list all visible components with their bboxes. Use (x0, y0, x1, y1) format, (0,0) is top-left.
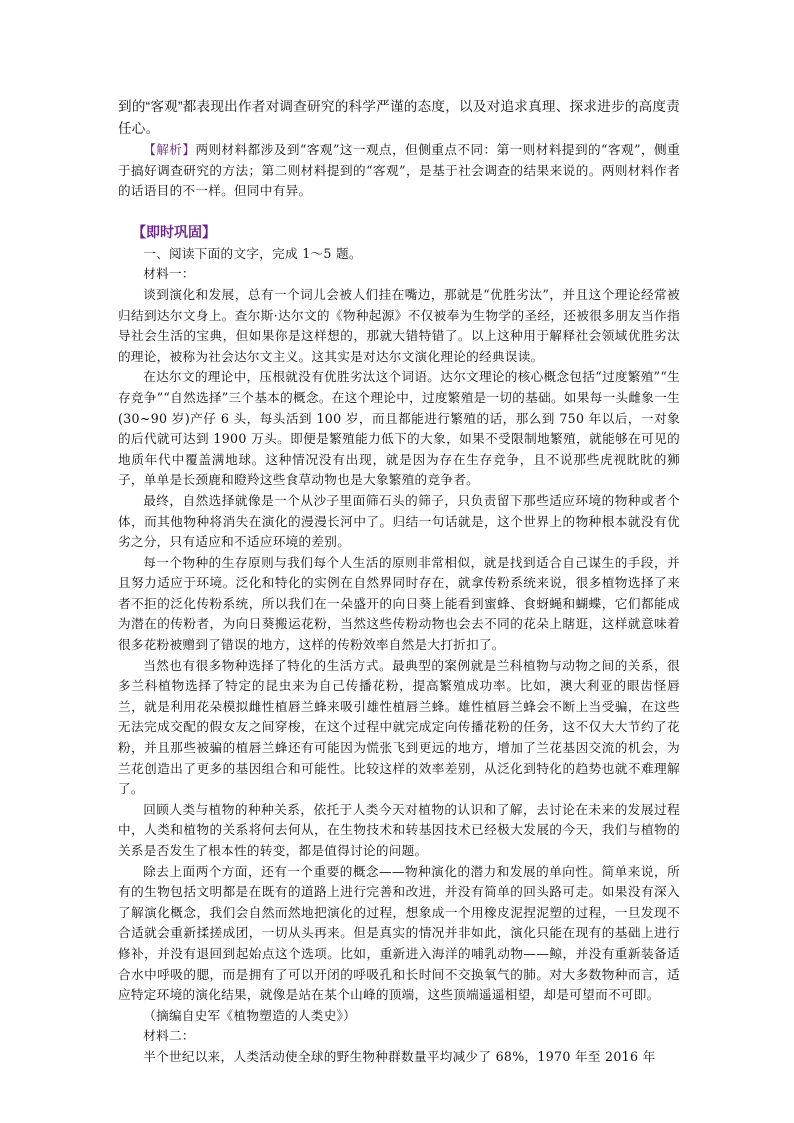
body-paragraph: 当然也有很多物种选择了特化的生活方式。最典型的案例就是兰科植物与动物之间的关系，很多兰科植物选择了特定的昆虫来为自己传播花粉，提高繁殖成功率。比如，澳大利亚的眼齿怪唇兰，就是利用花朵模拟雌性植唇兰蜂来吸引雄性植唇兰蜂。雄性植唇兰蜂会不断上当受骗，在这些无法完成交配的假女友之间穿梭，在这个过程中就完成定向传播花粉的任务，这不仅大大节约了花粉，并且那些被骗的植唇兰蜂还有可能因为慌张飞到更远的地方，增加了兰花基因交流的机会，为兰花创造出了更多的基因组合和可能性。比较这样的效率差别，从泛化到特化的趋势也就不难理解了。 (118, 657, 680, 797)
section-title: 【即时巩固】 (132, 223, 216, 240)
document-page (118, 96, 680, 1068)
body-paragraph: 谈到演化和发展，总有一个词儿会被人们挂在嘴边，那就是“优胜劣汰”，并且这个理论经常被归结到达尔文身上。查尔斯·达尔文的《物种起源》不仅被奉为生物学的圣经，还被很多朋友当作指导社会生活的宝典，但如果你是这样想的，那就大错特错了。以上这种用于解释社会领域优胜劣汰的理论，被称为社会达尔文主义。这其实是对达尔文演化理论的经典误读。 (118, 286, 680, 364)
intro-continuation: 到的“客观”都表现出作者对调查研究的科学严谨的态度，以及对追求真理、探求进步的高度责任心。 (118, 99, 680, 136)
task-instruction: 一、阅读下面的文字，完成 1～5 题。 (143, 245, 362, 261)
source-citation: （摘编自史军《植物塑造的人类史》） (143, 1007, 357, 1023)
analysis-label: 【解析】 (143, 142, 196, 157)
body-paragraph: 每一个物种的生存原则与我们每个人生活的原则非常相似，就是找到适合自己谋生的手段，并且努力适应于环境。泛化和特化的实例在自然界同时存在，就拿传粉系统来说，很多植物选择了来者不拒的泛化传粉系统，所以我们在一朵盛开的向日葵上能看到蜜蜂、食蚜蝇和蝴蝶，它们都能成为潜在的传粉者，为向日葵搬运花粉，当然这些传粉动物也会去不同的花朵上瞎逛，这样就意味着很多花粉被赠到了错误的地方，这样的传粉效率自然是大打折扣了。 (118, 554, 680, 653)
material-two-first-line: 半个世纪以来，人类活动使全球的野生物种群数量平均减少了 68%，1970 年至 2016 年 (143, 1048, 656, 1064)
analysis-text: 两则材料都涉及到“客观”这一观点，但侧重点不同：第一则材料提到的“客观”，侧重于搞好调查研究的方法；第二则材料提到的“客观”，是基于社会调查的结果来说的。两则材料作者的话语目的不一样。但同中有异。 (118, 142, 681, 199)
material-two-label: 材料二： (143, 1028, 195, 1044)
material-one-label: 材料一： (143, 266, 195, 282)
body-paragraph: 回顾人类与植物的种种关系，依托于人类今天对植物的认识和了解，去讨论在未来的发展过程中，人类和植物的关系将何去何从，在生物技术和转基因技术已经极大发展的今天，我们与植物的关系是否发生了根本性的转变，都是值得讨论的问题。 (118, 801, 680, 858)
analysis-paragraph (118, 140, 680, 202)
body-paragraph: 除去上面两个方面，还有一个重要的概念——物种演化的潜力和发展的单向性。简单来说，所有的生物包括文明都是在既有的道路上进行完善和改进，并没有简单的回头路可走。如果没有深入了解演化概念，我们会自然而然地把演化的过程，想象成一个用橡皮泥捏泥塑的过程，一旦发现不合适就会重新揉搓成团，一切从头再来。但是真实的情况并非如此，演化只能在现有的基础上进行修补，并没有退回到起始点这个选项。比如，重新进入海洋的哺乳动物——鲸，并没有重新装备适合水中呼吸的腮，而是拥有了可以开闭的呼吸孔和长时间不交换氧气的肺。对大多数物种而言，适应特定环境的演化结果，就像是站在某个山峰的顶端，这些顶端遥遥相望，却是可望而不可即。 (118, 863, 680, 1003)
body-paragraph: 在达尔文的理论中，压根就没有优胜劣汰这个词语。达尔文理论的核心概念包括“过度繁殖”“生存竞争”“自然选择”三个基本的概念。在这个理论中，过度繁殖是一切的基础。如果每一头雌象一生(30~90 岁)产仔 6 头，每头活到 100 岁，而且都能进行繁殖的话，那么到 750 年以后，一对象的后代就可达到 1900 万头。即便是繁殖能力低下的大象，如果不受限制地繁殖，就能够在可见的地质年代中覆盖满地球。这种情况没有出现，就是因为存在生存竞争，且不说那些虎视眈眈的狮子，单单是长颈鹿和瞪羚这些食草动物也是大象繁殖的竞争者。 (118, 369, 680, 488)
body-paragraph: 最终，自然选择就像是一个从沙子里面筛石头的筛子，只负责留下那些适应环境的物种或者个体，而其他物种将消失在演化的漫漫长河中了。归结一句话就是，这个世界上的物种根本就没有优劣之分，只有适应和不适应环境的差别。 (118, 492, 680, 550)
